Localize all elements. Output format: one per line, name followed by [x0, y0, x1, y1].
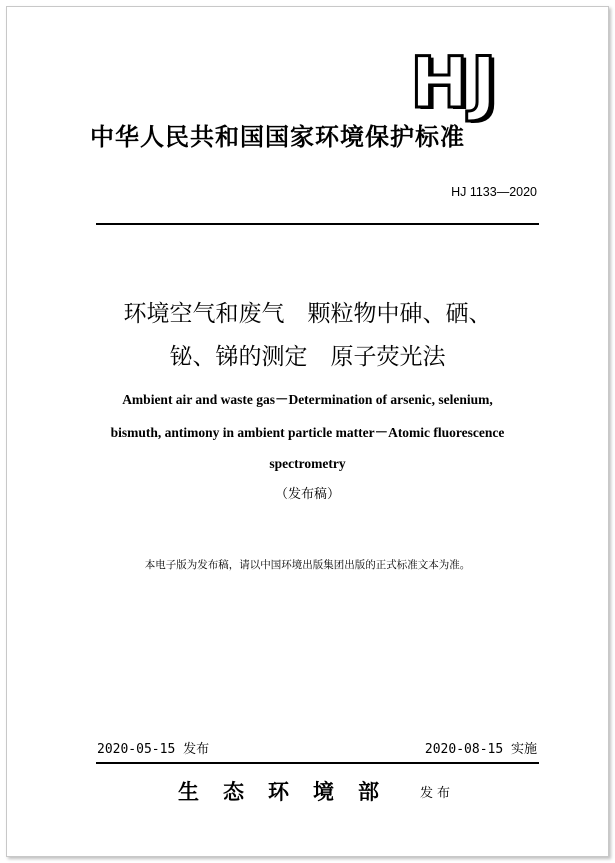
- title-en-line1: Ambient air and waste gas－Determination of arsenic, selenium,: [122, 392, 493, 407]
- top-divider: [96, 223, 539, 225]
- hj-logo: HJ: [410, 42, 499, 124]
- implement-date: 2020-08-15 实施: [424, 742, 537, 757]
- title-zh-line1: 环境空气和废气 颗粒物中砷、硒、: [123, 301, 492, 327]
- title-zh-line2: 铋、锑的测定 原子荧光法: [169, 344, 446, 370]
- edition-note: 本电子版为发布稿，请以中国环境出版集团出版的正式标准文本为准。: [144, 559, 471, 571]
- title-en-line2: bismuth, antimony in ambient particle matter－Atomic fluorescence: [110, 425, 505, 440]
- publisher-name: 生态环境部: [178, 780, 403, 804]
- bottom-divider: [96, 762, 539, 764]
- publisher-suffix: 发布: [420, 786, 455, 801]
- organization-title: 中华人民共和国国家环境保护标准: [90, 123, 465, 151]
- title-en-line3: spectrometry: [269, 456, 346, 471]
- issue-date: 2020-05-15 发布: [97, 742, 210, 757]
- draft-label: （发布稿）: [274, 487, 340, 502]
- standard-code: HJ 1133—2020: [451, 185, 537, 199]
